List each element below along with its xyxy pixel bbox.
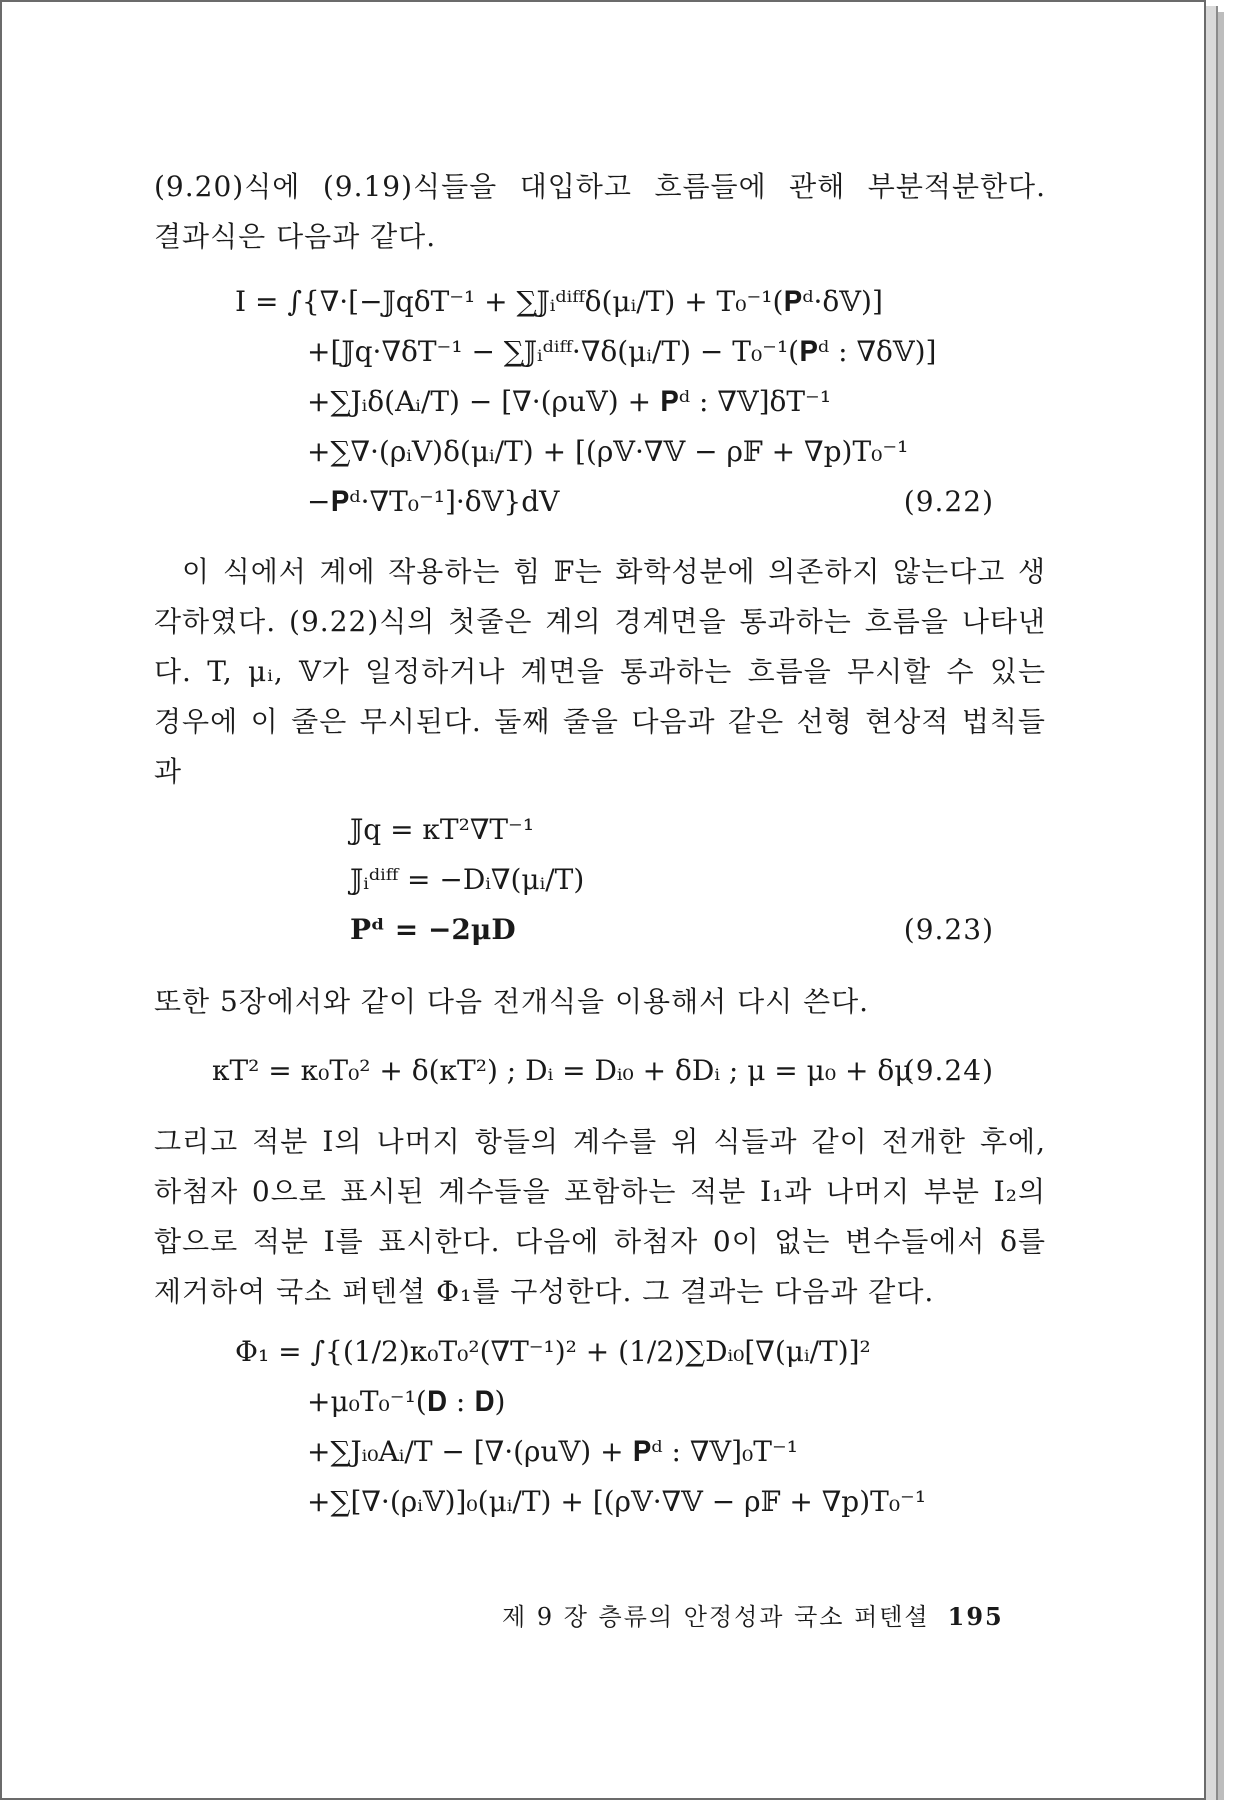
- text-line: 결과식은 다음과 같다.: [154, 220, 437, 253]
- text-line: 과: [154, 755, 183, 788]
- equation-line: +∑[∇·(ρᵢ𝕍)]₀(μᵢ/T) + [(ρ𝕍·∇𝕍 − ρ𝔽 + ∇p)T₀⁻¹: [307, 1485, 927, 1518]
- text-line: 각하였다. (9.22)식의 첫줄은 계의 경계면을 통과하는 흐름을 나타낸: [154, 605, 1046, 638]
- text-line: 제거하여 국소 퍼텐셜 Φ₁를 구성한다. 그 결과는 다음과 같다.: [154, 1275, 935, 1308]
- equation-line: +[𝕁q·∇δT⁻¹ − ∑𝕁ᵢᵈⁱᶠᶠ·∇δ(μᵢ/T) − T₀⁻¹(𝐏ᵈ : ∇δ𝕍)]: [307, 335, 937, 368]
- equation-line: +∑Jᵢδ(Aᵢ/T) − [∇·(ρu𝕍) + 𝐏ᵈ : ∇𝕍]δT⁻¹: [307, 385, 832, 418]
- text-line: 그리고 적분 I의 나머지 항들의 계수를 위 식들과 같이 전개한 후에,: [154, 1125, 1046, 1158]
- paragraph-discussion: [154, 547, 1046, 797]
- paragraph-intro: [154, 162, 1046, 262]
- equation-9-24: [212, 1046, 912, 1096]
- equation-line: +μ₀T₀⁻¹(𝐃 : 𝐃): [307, 1385, 506, 1418]
- equation-line: I = ∫{∇·[−𝕁qδT⁻¹ + ∑𝕁ᵢᵈⁱᶠᶠδ(μᵢ/T) + T₀⁻¹(𝐏ᵈ·δ𝕍)]: [235, 285, 883, 318]
- equation-line: +∑∇·(ρᵢV)δ(μᵢ/T) + [(ρ𝕍·∇𝕍 − ρ𝔽 + ∇p)T₀⁻¹: [307, 435, 909, 468]
- chapter-title: 제 9 장 층류의 안정성과 국소 퍼텐셜: [502, 1603, 930, 1631]
- page-edge: [1218, 12, 1224, 1800]
- text-line: 하첨자 0으로 표시된 계수들을 포함하는 적분 I₁과 나머지 부분 I₂의: [154, 1175, 1046, 1208]
- equation-line: −𝐏ᵈ·∇T₀⁻¹]·δ𝕍}dV: [307, 485, 560, 518]
- page-number: 195: [947, 1602, 1004, 1631]
- text-line: 합으로 적분 I를 표시한다. 다음에 하첨자 0이 없는 변수들에서 δ를: [154, 1225, 1046, 1258]
- equation-line: Φ₁ = ∫{(1/2)κ₀T₀²(∇T⁻¹)² + (1/2)∑Dᵢ₀[∇(μᵢ/T)]²: [235, 1335, 871, 1368]
- running-footer: [502, 1597, 1004, 1632]
- paragraph-expansion: [154, 977, 1046, 1027]
- equation-line: 𝐏ᵈ = −2μ𝐃: [350, 913, 516, 946]
- text-line: 이 식에서 계에 작용하는 힘 𝔽는 화학성분에 의존하지 않는다고 생: [182, 555, 1046, 588]
- equation-number: (9.24): [903, 1054, 994, 1087]
- equation-9-22: [235, 277, 936, 527]
- text-line: (9.20)식에 (9.19)식들을 대입하고 흐름들에 관해 부분적분한다.: [154, 170, 1046, 203]
- equation-line: 𝕁q = κT²∇T⁻¹: [350, 813, 535, 846]
- equation-line: 𝕁ᵢᵈⁱᶠᶠ = −Dᵢ∇(μᵢ/T): [350, 863, 585, 896]
- equation-local-potential: [235, 1327, 926, 1527]
- equation-line: κT² = κ₀T₀² + δ(κT²) ; Dᵢ = Dᵢ₀ + δDᵢ ; μ = μ₀ + δμ: [212, 1054, 913, 1087]
- equation-9-23: [350, 805, 584, 955]
- text-line: 경우에 이 줄은 무시된다. 둘째 줄을 다음과 같은 선형 현상적 법칙들: [154, 705, 1046, 738]
- text-line: 다. T, μᵢ, 𝕍가 일정하거나 계면을 통과하는 흐름을 무시할 수 있는: [154, 655, 1046, 688]
- equation-number: (9.23): [903, 913, 994, 946]
- equation-number: (9.22): [903, 485, 994, 518]
- page-edge: [1206, 6, 1218, 1800]
- text-line: 또한 5장에서와 같이 다음 전개식을 이용해서 다시 쓴다.: [154, 985, 870, 1018]
- paragraph-potential: [154, 1117, 1046, 1317]
- equation-line: +∑Jᵢ₀Aᵢ/T − [∇·(ρu𝕍) + 𝐏ᵈ : ∇𝕍]₀T⁻¹: [307, 1435, 798, 1468]
